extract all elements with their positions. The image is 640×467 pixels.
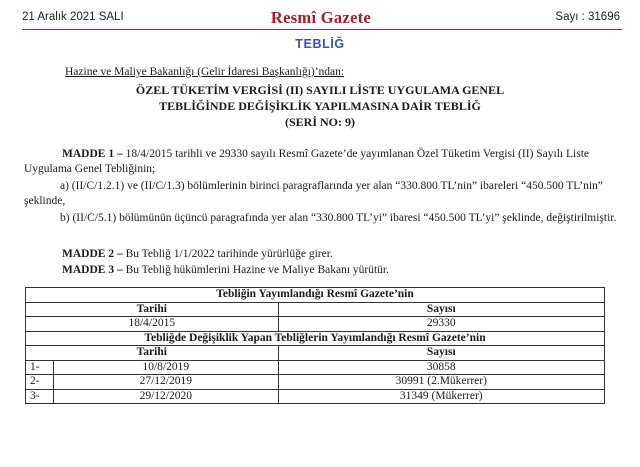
article-3-label: MADDE 3 – — [62, 264, 123, 276]
number-cell: 30991 (2.Mükerrer) — [278, 375, 604, 390]
table-header-row — [26, 331, 605, 346]
issuing-agency: Hazine ve Maliye Bakanlığı (Gelir İdaresi Başkanlığı)’ndan: — [65, 66, 345, 78]
table-row — [26, 317, 605, 332]
original-number-cell: 29330 — [278, 317, 604, 332]
number-cell: 30858 — [278, 360, 604, 375]
col-header-number: Sayısı — [278, 346, 604, 361]
table-row — [26, 389, 605, 404]
issue-date: 21 Aralık 2021 SALI — [22, 11, 124, 23]
article-1 — [24, 147, 620, 177]
article-2-text: Bu Tebliğ 1/1/2022 tarihinde yürürlüğe girer. — [122, 248, 333, 260]
article-1-text: 18/4/2015 tarihli ve 29330 sayılı Resmî Gazete’de yayımlanan Özel Tüketim Vergisi (II) Sayılı Liste Uygulama Genel Tebliğinin; — [24, 148, 589, 175]
table-row — [26, 360, 605, 375]
section-heading: TEBLİĞ — [295, 37, 345, 51]
date-cell: 29/12/2020 — [53, 389, 278, 404]
table-header-row — [26, 288, 605, 303]
article-3 — [62, 263, 620, 278]
table-subheader-row — [26, 346, 605, 361]
header-divider — [22, 29, 622, 30]
col-header-number: Sayısı — [278, 302, 604, 317]
table-heading-amendments: Tebliğde Değişiklik Yapan Tebliğlerin Yayımlandığı Resmî Gazete’nin — [26, 331, 605, 346]
article-1-label: MADDE 1 – — [62, 148, 123, 160]
communique-title-line-1: ÖZEL TÜKETİM VERGİSİ (II) SAYILI LİSTE UYGULAMA GENEL — [135, 83, 505, 97]
row-number-cell: 3- — [26, 389, 54, 404]
row-number-cell: 1- — [26, 360, 54, 375]
table-subheader-row — [26, 302, 605, 317]
date-cell: 10/8/2019 — [53, 360, 278, 375]
article-2 — [62, 247, 620, 262]
article-1-clause-b: b) (II/C/5.1) bölümünün üçüncü paragrafında yer alan “330.800 TL’yi” ibaresi “450.500 TL’yi” şeklinde, değiştirilmiştir. — [60, 212, 617, 224]
article-1-clause-a: a) (II/C/1.2.1) ve (II/C/1.3) bölümlerinin birinci paragraflarında yer alan “330.800 TL’nin” ibareleri “450.500 TL’nin” şeklinde, — [24, 180, 603, 207]
row-number-cell: 2- — [26, 375, 54, 390]
col-header-date: Tarihi — [26, 346, 279, 361]
article-3-text: Bu Tebliğ hükümlerini Hazine ve Maliye Bakanı yürütür. — [122, 264, 390, 276]
table-heading-original: Tebliğin Yayımlandığı Resmî Gazete’nin — [26, 288, 605, 303]
number-cell: 31349 (Mükerrer) — [278, 389, 604, 404]
gazette-title: Resmî Gazete — [270, 8, 372, 27]
communique-serial: (SERİ NO: 9) — [284, 115, 355, 129]
communique-title-line-2: TEBLİĞİNDE DEĞİŞİKLİK YAPILMASINA DAİR TEBLİĞ — [159, 99, 481, 113]
publication-history-table — [25, 287, 605, 404]
table-row — [26, 375, 605, 390]
col-header-date: Tarihi — [26, 302, 279, 317]
original-date-cell: 18/4/2015 — [26, 317, 279, 332]
issue-number: Sayı : 31696 — [555, 11, 620, 23]
gazette-header — [22, 8, 620, 30]
article-2-label: MADDE 2 – — [62, 248, 123, 260]
date-cell: 27/12/2019 — [53, 375, 278, 390]
